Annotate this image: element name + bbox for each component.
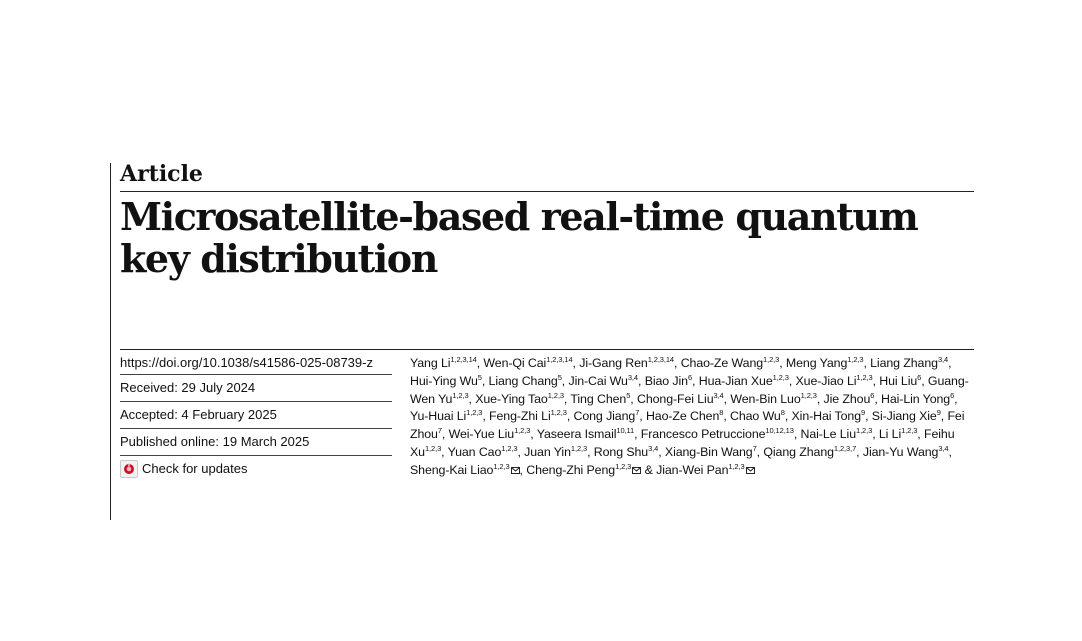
author-name: Feihu Xu — [410, 427, 955, 459]
author-affiliation: 1,2,3 — [763, 355, 780, 364]
author-name: Jin-Cai Wu — [568, 373, 628, 388]
author-affiliation: 9 — [861, 408, 866, 418]
author-affiliation: 1,2,3 — [452, 390, 469, 400]
author-name: Fei Zhou — [410, 409, 965, 442]
author-affiliation: 6 — [917, 372, 922, 382]
author[interactable] — [568, 374, 638, 388]
author-affiliation: 7 — [752, 443, 757, 453]
author[interactable] — [483, 356, 572, 370]
author-affiliation: 3,4 — [713, 390, 724, 400]
author-name: Jie Zhou — [823, 391, 871, 406]
author-affiliation: 7 — [437, 426, 442, 436]
author[interactable] — [863, 445, 949, 459]
author[interactable] — [801, 427, 873, 441]
author-affiliation: 8 — [719, 408, 724, 418]
author[interactable] — [824, 392, 875, 406]
author-affiliation: 1,2,3 — [772, 372, 789, 382]
author-affiliation: 1,2,3,7 — [833, 443, 857, 453]
author-affiliation: 1,2,3 — [514, 426, 531, 436]
author-name: Li Li — [878, 427, 902, 442]
author-name: Hua-Jian Xue — [698, 373, 773, 388]
author-name: Yang Li — [410, 356, 451, 370]
author[interactable] — [645, 374, 692, 388]
author-affiliation: 9 — [936, 408, 941, 418]
author[interactable] — [681, 356, 780, 370]
author-name: Xue-Jiao Li — [795, 373, 857, 388]
author-affiliation: 1,2,3 — [547, 390, 564, 400]
author[interactable] — [665, 445, 757, 459]
author-name: Hui Liu — [879, 373, 918, 388]
author-affiliation: 3,4 — [648, 443, 659, 453]
author-affiliation: 7 — [635, 408, 640, 418]
author-name: Jian-Yu Wang — [862, 444, 939, 459]
author[interactable] — [699, 374, 789, 388]
author[interactable] — [537, 427, 634, 441]
author-name: Rong Shu — [593, 444, 649, 459]
author-name: Jian-Wei Pan — [656, 462, 729, 477]
published-date: Published online: 19 March 2025 — [120, 429, 392, 456]
author-name: Xin-Hai Tong — [791, 409, 862, 424]
article-metadata — [120, 350, 392, 482]
author-name: Chao Wu — [730, 409, 781, 424]
author[interactable] — [646, 409, 723, 423]
author[interactable] — [448, 445, 518, 459]
author-affiliation: 1,2,3 — [493, 461, 510, 471]
author[interactable] — [574, 409, 640, 423]
author-name: Hai-Lin Yong — [881, 391, 951, 406]
author-name: Wen-Bin Luo — [730, 391, 801, 406]
author-list: Yang Li$^{1,2,3,14}$, Wen-Qi Cai$^{1,2,3,14}$, Ji-Gang Ren$^{1,2,3,14}$, Chao-Ze Wang$^{1,2,3}$, Meng Yang$^{1,2,3}$, Liang Zhang$^{3,4}$, Hui-Ying Wu$^5$, Liang Chang$^5$, Jin-Cai Wu$^{3,4}$, Biao Jin$^6$, Hua-Jian Xue$^{1,2,3}$, Xue-Jiao Li$^{1,2,3}$, Hui Liu$^6$, Guang-Wen Yu$^{1,2,3}$, Xue-Ying Tao$^{1,2,3}$, Ting Chen$^5$, Chong-Fei Liu$^{3,4}$, Wen-Bin Luo$^{1,2,3}$, Jie Zhou$^6$, Hai-Lin Yong$^6$, Yu-Huai Li$^{1,2,3}$, Feng-Zhi Li$^{1,2,3}$, Cong Jiang$^7$, Hao-Ze Chen$^8$, Chao Wu$^8$, Xin-Hai Tong$^9$, Si-Jiang Xie$^9$, Fei Zhou$^7$, Wei-Yue Liu$^{1,2,3}$, Yaseera Ismail$^{10,11}$, Francesco Petruccione$^{10,12,13}$, Nai-Le Liu$^{1,2,3}$, Li Li$^{1,2,3}$, Feihu Xu$^{1,2,3}$, Yuan Cao$^{1,2,3}$, Juan Yin$^{1,2,3}$, Rong Shu$^{3,4}$, Xiang-Bin Wang$^7$, Qiang Zhang$^{1,2,3,7}$, Jian-Yu Wang$^{3,4}$, Sheng-Kai Liao$^{1,2,3}$ , Cheng-Zhi Peng$^{1,2,3}$ & Jian-Wei Pan$^{1,2,3}$ — [410, 355, 969, 477]
author[interactable] — [637, 392, 724, 406]
author[interactable] — [594, 445, 658, 459]
envelope-icon[interactable] — [632, 467, 641, 474]
author-affiliation: 1,2,3 — [901, 426, 918, 436]
author-affiliation: 10,12,13 — [765, 426, 794, 436]
author-affiliation: 1,2,3 — [501, 443, 518, 453]
author[interactable] — [730, 392, 817, 406]
author[interactable] — [792, 409, 866, 423]
author-name: Hui-Ying Wu — [410, 373, 478, 388]
author-affiliation: 1,2,3,14 — [450, 355, 477, 364]
author-name: Liang Chang — [488, 373, 558, 388]
article-type-label: Article — [120, 161, 203, 187]
author-name: Si-Jiang Xie — [871, 409, 937, 424]
author[interactable] — [410, 409, 482, 423]
author[interactable] — [763, 445, 856, 459]
author-name: Yuan Cao — [447, 444, 502, 459]
author-name: Qiang Zhang — [763, 444, 834, 459]
author-affiliation: 8 — [780, 408, 785, 418]
author-name: Francesco Petruccione — [640, 427, 766, 442]
doi-link[interactable]: https://doi.org/10.1038/s41586-025-08739-z — [120, 350, 392, 375]
author[interactable] — [786, 356, 864, 370]
author-name: Juan Yin — [524, 444, 571, 459]
author[interactable] — [870, 356, 948, 370]
author-affiliation: 6 — [870, 390, 875, 400]
author[interactable] — [526, 463, 641, 477]
author-name: Feng-Zhi Li — [489, 409, 551, 424]
author[interactable] — [879, 427, 917, 441]
author[interactable] — [410, 356, 477, 370]
author-name: Ji-Gang Ren — [579, 356, 648, 370]
author-affiliation: 3,4 — [938, 443, 949, 453]
author[interactable] — [524, 445, 587, 459]
author[interactable] — [730, 409, 785, 423]
author[interactable] — [410, 463, 520, 477]
author[interactable] — [872, 409, 941, 423]
check-for-updates-label: Check for updates — [142, 461, 248, 476]
author-name: Sheng-Kai Liao — [410, 462, 494, 477]
author-affiliation: 1,2,3,14 — [647, 355, 674, 364]
author-affiliation: 1,2,3 — [856, 372, 873, 382]
author-affiliation: 1,2,3 — [728, 461, 745, 471]
author[interactable] — [641, 427, 794, 441]
author-affiliation: 5 — [557, 372, 562, 382]
author-affiliation: 1,2,3 — [800, 390, 817, 400]
author-name: Hao-Ze Chen — [645, 409, 720, 424]
author-name: Wei-Yue Liu — [448, 427, 515, 442]
article-title: Microsatellite-based real-time quantum key distribution — [120, 194, 918, 281]
author[interactable] — [410, 374, 482, 388]
author[interactable] — [579, 356, 674, 370]
author-name: Meng Yang — [785, 356, 848, 370]
author-name: Chao-Ze Wang — [680, 356, 764, 370]
author[interactable] — [489, 374, 562, 388]
author[interactable] — [489, 409, 567, 423]
author-name: Guang-Wen Yu — [410, 373, 969, 406]
author-affiliation: 1,2,3 — [550, 408, 567, 418]
author-affiliation: 10,11 — [616, 426, 635, 436]
author-name: Cheng-Zhi Peng — [526, 462, 616, 477]
author-name: Yaseera Ismail — [536, 427, 617, 442]
author-name: Chong-Fei Liu — [636, 391, 714, 406]
author-name: Ting Chen — [570, 391, 627, 406]
author-affiliation: 1,2,3 — [570, 443, 588, 453]
check-for-updates-icon — [120, 460, 138, 478]
author-affiliation: 6 — [687, 372, 693, 382]
check-for-updates-button[interactable] — [120, 456, 392, 482]
author-name: Yu-Huai Li — [410, 409, 467, 424]
author-affiliation: 5 — [477, 372, 482, 382]
author-name: Liang Zhang — [870, 356, 938, 370]
author-name: Biao Jin — [644, 373, 688, 388]
left-margin-rule — [110, 163, 111, 520]
author-name: Xiang-Bin Wang — [664, 444, 753, 459]
author-affiliation: 1,2,3 — [615, 461, 632, 471]
envelope-icon[interactable] — [511, 467, 520, 474]
author-affiliation: 5 — [626, 390, 631, 400]
received-date: Received: 29 July 2024 — [120, 375, 392, 402]
author[interactable] — [796, 374, 873, 388]
author-affiliation: 1,2,3 — [424, 443, 442, 453]
author[interactable] — [879, 374, 921, 388]
author-affiliation: 3,4 — [937, 355, 949, 364]
author-affiliation: 6 — [950, 390, 955, 400]
author-affiliation: 1,2,3 — [856, 426, 873, 436]
author[interactable] — [475, 392, 564, 406]
author-name: Cong Jiang — [573, 409, 636, 424]
header-rule — [120, 191, 974, 192]
author-name: Wen-Qi Cai — [483, 356, 547, 370]
author-affiliation: 1,2,3 — [847, 355, 864, 364]
accepted-date: Accepted: 4 February 2025 — [120, 402, 392, 429]
envelope-icon[interactable] — [746, 467, 755, 474]
author-affiliation: 1,2,3 — [466, 408, 483, 418]
author-name: Nai-Le Liu — [800, 427, 856, 442]
author[interactable] — [656, 463, 754, 477]
author[interactable] — [570, 392, 630, 406]
author[interactable] — [449, 427, 531, 441]
author[interactable] — [881, 392, 954, 406]
author-affiliation: 1,2,3,14 — [546, 355, 573, 364]
author-name: Xue-Ying Tao — [475, 391, 548, 406]
author-affiliation: 3,4 — [627, 372, 638, 382]
